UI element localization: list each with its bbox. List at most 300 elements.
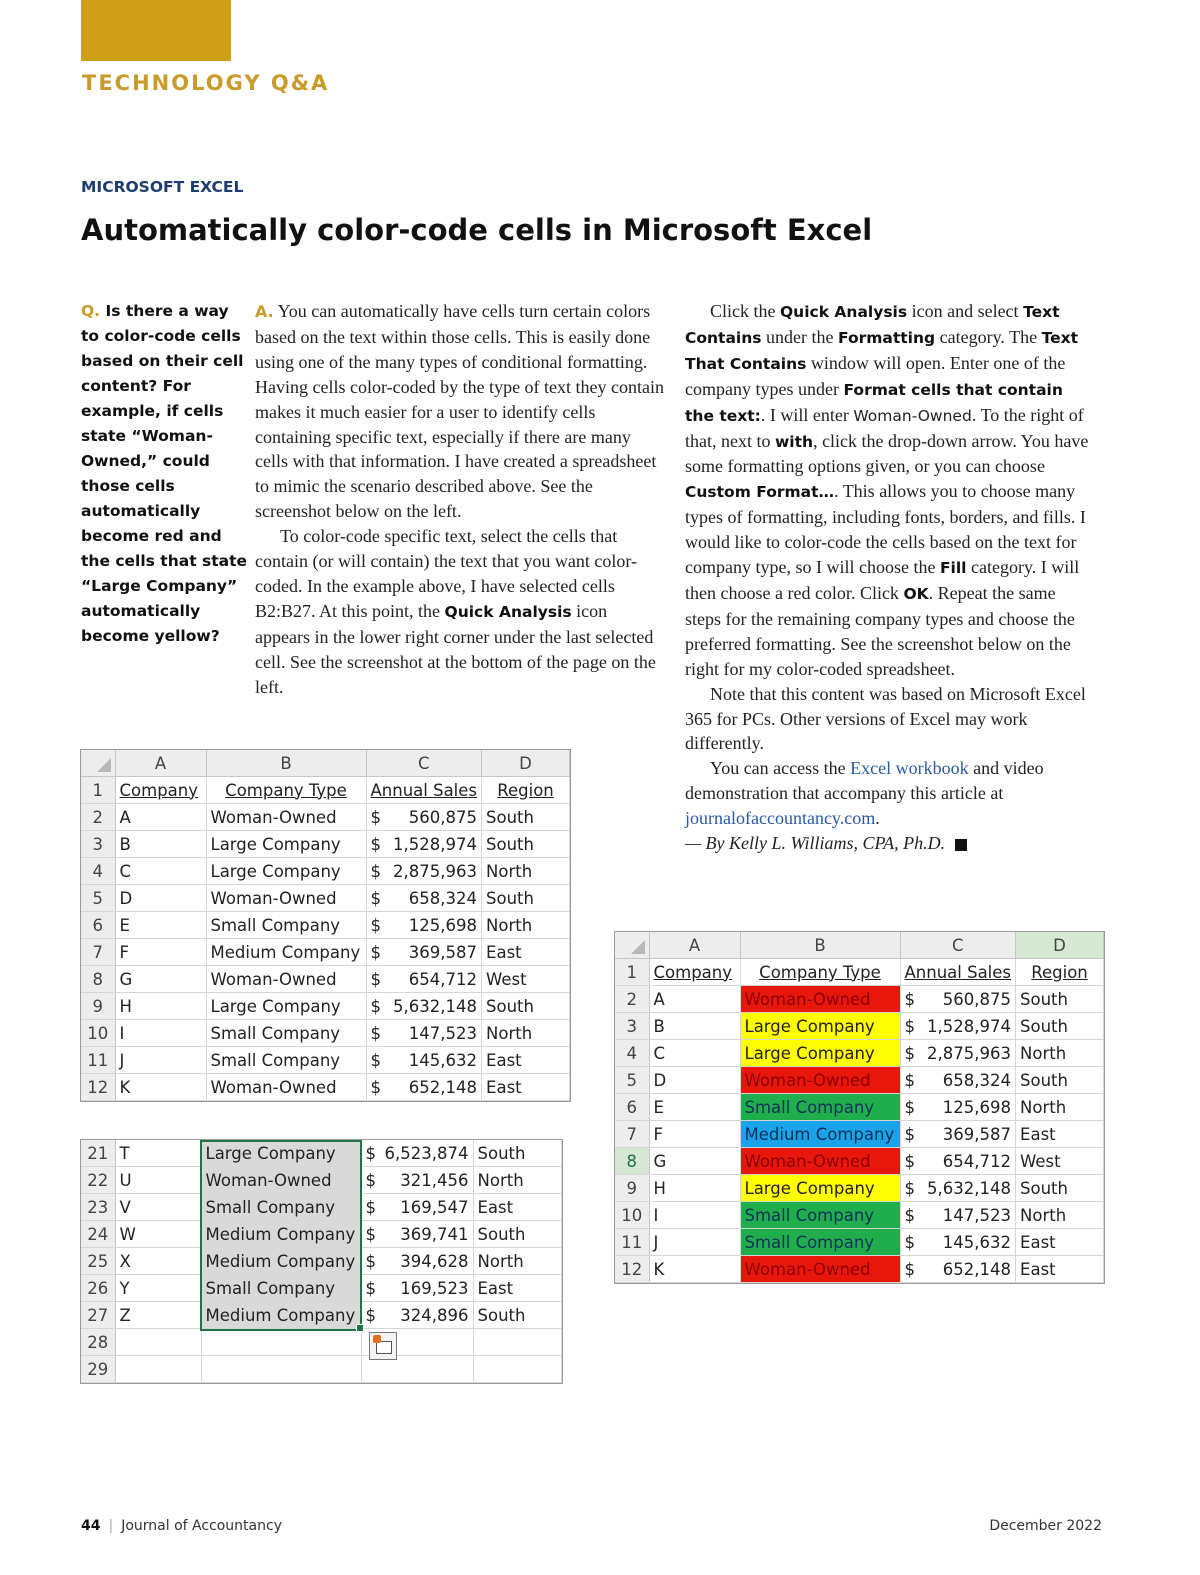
row-header[interactable]: 12	[81, 1074, 115, 1101]
company-cell[interactable]: V	[115, 1194, 201, 1221]
region-cell[interactable]: North	[1016, 1202, 1104, 1229]
article-kicker: MICROSOFT EXCEL	[81, 178, 244, 196]
company-cell[interactable]: J	[649, 1229, 740, 1256]
empty-cell[interactable]	[473, 1329, 561, 1356]
header-cell[interactable]: Company	[649, 959, 740, 986]
currency-symbol: $	[365, 1143, 376, 1163]
annual-sales-cell[interactable]	[366, 858, 482, 885]
answer-paragraph-5b: and video demonstration that accompany this article at	[685, 758, 1044, 804]
annual-sales-cell[interactable]	[366, 1074, 482, 1101]
table-row	[615, 1175, 1104, 1202]
paragraph-3-segment: under the	[761, 326, 838, 347]
region-cell[interactable]: North	[1016, 1040, 1104, 1067]
region-cell[interactable]: East	[473, 1194, 561, 1221]
table-row	[615, 986, 1104, 1013]
company-type-cell[interactable]: Medium Company	[201, 1248, 361, 1275]
company-cell[interactable]: H	[115, 993, 206, 1020]
region-cell[interactable]: North	[482, 858, 570, 885]
table-row	[615, 1229, 1104, 1256]
row-header[interactable]: 28	[81, 1329, 115, 1356]
sales-value: 145,632	[408, 1050, 478, 1070]
sales-value: 654,712	[942, 1151, 1012, 1171]
company-cell[interactable]: K	[115, 1074, 206, 1101]
company-type-cell[interactable]: Medium Company	[740, 1121, 900, 1148]
paragraph-3-segment: Fill	[939, 559, 967, 578]
sales-value: 324,896	[400, 1305, 469, 1325]
table-row	[81, 939, 570, 966]
row-header[interactable]: 3	[81, 831, 115, 858]
row-header[interactable]: 2	[81, 804, 115, 831]
annual-sales-cell[interactable]	[900, 1148, 1016, 1175]
currency-symbol: $	[904, 1205, 915, 1225]
company-cell[interactable]: F	[649, 1121, 740, 1148]
row-header[interactable]: 8	[615, 1148, 649, 1175]
region-cell[interactable]: East	[473, 1275, 561, 1302]
paragraph-3-segment: with	[774, 432, 814, 451]
region-cell[interactable]: South	[1016, 1067, 1104, 1094]
annual-sales-cell[interactable]	[900, 1256, 1016, 1283]
company-cell[interactable]: E	[115, 912, 206, 939]
header-cell[interactable]: Company	[115, 777, 206, 804]
region-cell[interactable]: South	[473, 1221, 561, 1248]
table-row	[81, 831, 570, 858]
company-type-cell[interactable]: Medium Company	[201, 1221, 361, 1248]
paragraph-3-segment: . To the right of that, next to	[685, 404, 1084, 451]
table-row	[615, 1121, 1104, 1148]
currency-symbol: $	[904, 1016, 915, 1036]
currency-symbol: $	[904, 1232, 915, 1252]
region-cell[interactable]: East	[1016, 1121, 1104, 1148]
currency-symbol: $	[365, 1251, 376, 1271]
empty-cell[interactable]	[115, 1329, 201, 1356]
sales-value: 125,698	[942, 1097, 1012, 1117]
currency-symbol: $	[370, 888, 381, 908]
company-type-cell[interactable]: Small Company	[206, 1020, 366, 1047]
row-header[interactable]: 5	[81, 885, 115, 912]
table-row	[615, 1256, 1104, 1283]
row-header[interactable]: 11	[81, 1047, 115, 1074]
table-row	[615, 1013, 1104, 1040]
sales-value: 654,712	[408, 969, 478, 989]
region-cell[interactable]: South	[473, 1140, 561, 1167]
region-cell[interactable]: West	[482, 966, 570, 993]
column-header-b[interactable]: B	[206, 750, 366, 777]
sales-value: 2,875,963	[927, 1043, 1012, 1063]
annual-sales-cell[interactable]	[361, 1248, 473, 1275]
table-row	[615, 1094, 1104, 1121]
annual-sales-cell[interactable]	[366, 804, 482, 831]
sales-value: 2,875,963	[393, 861, 478, 881]
row-header[interactable]: 10	[615, 1202, 649, 1229]
sales-value: 1,528,974	[927, 1016, 1012, 1036]
row-header[interactable]: 22	[81, 1167, 115, 1194]
column-header-a[interactable]: A	[649, 932, 740, 959]
company-type-cell[interactable]: Woman-Owned	[740, 986, 900, 1013]
table-row	[615, 1148, 1104, 1175]
region-cell[interactable]: South	[1016, 986, 1104, 1013]
annual-sales-cell[interactable]	[900, 1202, 1016, 1229]
answer-paragraph-4: Note that this content was based on Microsoft Excel 365 for PCs. Other versions of Excel may work differently.	[685, 683, 1086, 754]
row-header[interactable]: 3	[615, 1013, 649, 1040]
answer-column	[255, 299, 665, 700]
currency-symbol: $	[904, 1124, 915, 1144]
sales-value: 145,632	[942, 1232, 1012, 1252]
annual-sales-cell[interactable]	[900, 1094, 1016, 1121]
region-cell[interactable]: North	[1016, 1094, 1104, 1121]
selection-range	[200, 1140, 362, 1331]
company-cell[interactable]: H	[649, 1175, 740, 1202]
sales-value: 5,632,148	[927, 1178, 1012, 1198]
company-cell[interactable]: C	[115, 858, 206, 885]
fill-handle[interactable]	[356, 1324, 364, 1332]
region-cell[interactable]: South	[1016, 1013, 1104, 1040]
column-header-d[interactable]: D	[482, 750, 570, 777]
header-cell[interactable]: Region	[1016, 959, 1104, 986]
byline: — By Kelly L. Williams, CPA, Ph.D.	[685, 833, 946, 854]
question-prefix: Q.	[81, 302, 101, 320]
currency-symbol: $	[370, 996, 381, 1016]
company-type-cell[interactable]: Small Company	[201, 1275, 361, 1302]
sales-value: 369,587	[408, 942, 478, 962]
company-cell[interactable]: G	[649, 1148, 740, 1175]
end-mark	[955, 839, 967, 851]
company-type-cell[interactable]: Woman-Owned	[740, 1256, 900, 1283]
annual-sales-cell[interactable]	[361, 1221, 473, 1248]
region-cell[interactable]: South	[482, 885, 570, 912]
table-row	[81, 912, 570, 939]
annual-sales-cell[interactable]	[900, 1067, 1016, 1094]
question-text: Is there a way to color-code cells based on their cell content? For example, if cells state “Woman-Owned,” could those cells automatically become red and the cells that state “Large Company” automatically become yellow?	[81, 302, 248, 645]
sales-value: 652,148	[942, 1259, 1012, 1279]
answer-paragraph-2a: To color-code specific text, select the cells that contain (or will contain) the text that you want color-coded. In the example above, I have selected cells B2:B27. At this point, the	[255, 526, 638, 621]
currency-symbol: $	[370, 834, 381, 854]
annual-sales-cell[interactable]	[366, 1020, 482, 1047]
table-row	[81, 1020, 570, 1047]
annual-sales-cell[interactable]	[366, 1047, 482, 1074]
column-header-d[interactable]: D	[1016, 932, 1104, 959]
annual-sales-cell[interactable]	[900, 1013, 1016, 1040]
region-cell[interactable]: East	[482, 1074, 570, 1101]
row-header[interactable]: 1	[615, 959, 649, 986]
sales-value: 147,523	[408, 1023, 478, 1043]
row-header[interactable]: 2	[615, 986, 649, 1013]
paragraph-3-segment: Click the	[710, 301, 780, 321]
currency-symbol: $	[370, 861, 381, 881]
column-header-c[interactable]: C	[366, 750, 482, 777]
table-row	[81, 804, 570, 831]
sales-value: 652,148	[408, 1077, 478, 1097]
currency-symbol: $	[365, 1197, 376, 1217]
period: .	[875, 808, 880, 829]
annual-sales-cell[interactable]	[900, 1175, 1016, 1202]
region-cell[interactable]: East	[1016, 1256, 1104, 1283]
company-type-cell[interactable]: Woman-Owned	[206, 885, 366, 912]
sales-value: 658,324	[408, 888, 478, 908]
row-header[interactable]: 6	[81, 912, 115, 939]
row-header[interactable]: 25	[81, 1248, 115, 1275]
currency-symbol: $	[904, 989, 915, 1009]
currency-symbol: $	[370, 969, 381, 989]
table-row	[615, 1040, 1104, 1067]
company-cell[interactable]: T	[115, 1140, 201, 1167]
paragraph-3-segment: Text Contains	[685, 303, 1060, 347]
currency-symbol: $	[904, 1259, 915, 1279]
company-cell[interactable]: B	[649, 1013, 740, 1040]
sales-value: 147,523	[942, 1205, 1012, 1225]
row-header[interactable]: 10	[81, 1020, 115, 1047]
annual-sales-cell[interactable]	[361, 1167, 473, 1194]
answer-prefix: A.	[255, 302, 274, 321]
sales-value: 169,523	[400, 1278, 469, 1298]
company-cell[interactable]: E	[649, 1094, 740, 1121]
company-type-cell[interactable]: Woman-Owned	[740, 1148, 900, 1175]
company-cell[interactable]: J	[115, 1047, 206, 1074]
sales-value: 5,632,148	[393, 996, 478, 1016]
region-cell[interactable]: South	[482, 993, 570, 1020]
table-row	[81, 1047, 570, 1074]
currency-symbol: $	[370, 942, 381, 962]
paragraph-3-segment: category. The	[935, 326, 1042, 347]
currency-symbol: $	[904, 1070, 915, 1090]
company-cell[interactable]: I	[115, 1020, 206, 1047]
company-type-cell[interactable]: Large Company	[206, 993, 366, 1020]
company-type-cell[interactable]: Small Company	[740, 1229, 900, 1256]
sales-value: 369,741	[400, 1224, 469, 1244]
section-label: TECHNOLOGY Q&A	[82, 71, 330, 95]
row-header[interactable]: 4	[81, 858, 115, 885]
currency-symbol: $	[370, 1077, 381, 1097]
company-type-cell[interactable]: Woman-Owned	[206, 966, 366, 993]
spreadsheet-color-coded	[614, 931, 1105, 1284]
annual-sales-cell[interactable]	[366, 993, 482, 1020]
quick-analysis-term: Quick Analysis	[444, 602, 572, 621]
row-header[interactable]: 24	[81, 1221, 115, 1248]
row-header[interactable]: 8	[81, 966, 115, 993]
paragraph-3-segment: category. I will then choose a red color. Click	[685, 557, 1080, 603]
company-cell[interactable]: U	[115, 1167, 201, 1194]
publication-name: Journal of Accountancy	[121, 1518, 282, 1534]
region-cell[interactable]: North	[482, 1020, 570, 1047]
paragraph-3-segment: Custom Format…	[685, 483, 835, 502]
region-cell[interactable]: West	[1016, 1148, 1104, 1175]
company-cell[interactable]: Y	[115, 1275, 201, 1302]
excel-workbook-link[interactable]: Excel workbook	[850, 758, 969, 779]
page-number: 44	[81, 1518, 101, 1534]
annual-sales-cell[interactable]	[361, 1194, 473, 1221]
company-cell[interactable]: I	[649, 1202, 740, 1229]
empty-cell[interactable]	[115, 1356, 201, 1383]
row-header[interactable]: 4	[615, 1040, 649, 1067]
company-cell[interactable]: K	[649, 1256, 740, 1283]
row-header[interactable]: 7	[81, 939, 115, 966]
region-cell[interactable]: South	[473, 1302, 561, 1329]
sales-value: 560,875	[408, 807, 478, 827]
paragraph-3-segment: . I will enter	[760, 404, 854, 425]
region-cell[interactable]: East	[482, 1047, 570, 1074]
header-cell[interactable]: Company Type	[740, 959, 900, 986]
row-header[interactable]: 5	[615, 1067, 649, 1094]
answer-paragraph-3	[685, 299, 1090, 682]
company-type-cell[interactable]: Small Company	[206, 1047, 366, 1074]
currency-symbol: $	[365, 1170, 376, 1190]
company-cell[interactable]: F	[115, 939, 206, 966]
company-type-cell[interactable]: Medium Company	[206, 939, 366, 966]
sales-value: 369,587	[942, 1124, 1012, 1144]
annual-sales-cell[interactable]	[361, 1302, 473, 1329]
company-type-cell[interactable]: Large Company	[206, 858, 366, 885]
issue-date: December 2022	[989, 1518, 1102, 1534]
sales-value: 394,628	[400, 1251, 469, 1271]
currency-symbol: $	[365, 1305, 376, 1325]
annual-sales-cell[interactable]	[900, 1229, 1016, 1256]
annual-sales-cell[interactable]	[900, 986, 1016, 1013]
company-type-cell[interactable]: Large Company	[206, 831, 366, 858]
row-header[interactable]: 1	[81, 777, 115, 804]
company-type-cell[interactable]: Large Company	[740, 1013, 900, 1040]
table-row	[615, 1067, 1104, 1094]
annual-sales-cell[interactable]	[366, 831, 482, 858]
annual-sales-cell[interactable]	[366, 966, 482, 993]
currency-symbol: $	[370, 915, 381, 935]
company-cell[interactable]: A	[115, 804, 206, 831]
company-type-cell[interactable]: Small Company	[740, 1202, 900, 1229]
article-headline: Automatically color-code cells in Microsoft Excel	[81, 213, 873, 247]
column-header-a[interactable]: A	[115, 750, 206, 777]
answer-paragraph-1: You can automatically have cells turn certain colors based on the text within those cells. This is easily done using one of the many types of conditional formatting. Having cells color-coded by the type of text they contain makes it much easier for a user to identify cells containing specific text, especially if there are many cells with that information. I have created a spreadsheet to mimic the scenario described above. See the screenshot below on the left.	[255, 301, 665, 522]
currency-symbol: $	[370, 1050, 381, 1070]
header-cell[interactable]: Company Type	[206, 777, 366, 804]
company-cell[interactable]: B	[115, 831, 206, 858]
sales-value: 6,523,874	[384, 1143, 469, 1163]
company-cell[interactable]: G	[115, 966, 206, 993]
footer-left: 44 | Journal of Accountancy	[81, 1518, 282, 1534]
region-cell[interactable]: East	[1016, 1229, 1104, 1256]
row-header[interactable]: 11	[615, 1229, 649, 1256]
annual-sales-cell[interactable]	[366, 912, 482, 939]
currency-symbol: $	[904, 1151, 915, 1171]
header-cell[interactable]: Annual Sales	[366, 777, 482, 804]
table-row	[81, 993, 570, 1020]
currency-symbol: $	[365, 1278, 376, 1298]
company-type-cell[interactable]: Woman-Owned	[740, 1067, 900, 1094]
paragraph-3-segment: Formatting	[838, 328, 936, 347]
row-header[interactable]: 21	[81, 1140, 115, 1167]
spreadsheet-original	[80, 749, 571, 1102]
paragraph-3-segment: Woman-Owned	[853, 406, 972, 425]
annual-sales-cell[interactable]	[361, 1275, 473, 1302]
select-all-corner[interactable]	[615, 932, 649, 959]
company-cell[interactable]: Z	[115, 1302, 201, 1329]
paragraph-3-segment: Quick Analysis	[780, 303, 908, 321]
sales-value: 125,698	[408, 915, 478, 935]
empty-cell[interactable]	[201, 1329, 361, 1356]
company-cell[interactable]: W	[115, 1221, 201, 1248]
region-cell[interactable]: South	[1016, 1175, 1104, 1202]
sales-value: 658,324	[942, 1070, 1012, 1090]
sales-value: 560,875	[942, 989, 1012, 1009]
region-cell[interactable]: East	[482, 939, 570, 966]
row-header[interactable]: 26	[81, 1275, 115, 1302]
currency-symbol: $	[365, 1224, 376, 1244]
paragraph-3-segment: OK	[903, 584, 929, 603]
company-type-cell[interactable]: Small Company	[201, 1194, 361, 1221]
quick-analysis-icon[interactable]	[369, 1332, 397, 1360]
answer-paragraph-2c: icon appears in the lower right corner under the last selected cell. See the screenshot at the bottom of the page on the left.	[255, 600, 656, 697]
paragraph-3-segment: Format cells that contain the text:	[685, 380, 1063, 425]
header-cell[interactable]: Region	[482, 777, 570, 804]
empty-cell[interactable]	[473, 1356, 561, 1383]
company-type-cell[interactable]: Large Company	[740, 1040, 900, 1067]
annual-sales-cell[interactable]	[900, 1040, 1016, 1067]
spreadsheet-selection	[80, 1139, 563, 1384]
currency-symbol: $	[904, 1097, 915, 1117]
answer-paragraph-5a: You can access the	[710, 758, 846, 779]
sales-value: 1,528,974	[393, 834, 478, 854]
currency-symbol: $	[370, 807, 381, 827]
question-block	[81, 299, 251, 649]
region-cell[interactable]: North	[482, 912, 570, 939]
company-cell[interactable]: D	[649, 1067, 740, 1094]
region-cell[interactable]: North	[473, 1167, 561, 1194]
table-row	[81, 966, 570, 993]
column-header-b[interactable]: B	[740, 932, 900, 959]
select-all-corner[interactable]	[81, 750, 115, 777]
row-header[interactable]: 23	[81, 1194, 115, 1221]
region-cell[interactable]: South	[482, 804, 570, 831]
company-type-cell[interactable]: Woman-Owned	[201, 1167, 361, 1194]
table-row	[81, 1074, 570, 1101]
right-column	[685, 299, 1090, 856]
company-type-cell[interactable]: Large Company	[740, 1175, 900, 1202]
row-header[interactable]: 27	[81, 1302, 115, 1329]
company-type-cell[interactable]: Large Company	[201, 1140, 361, 1167]
row-header[interactable]: 9	[615, 1175, 649, 1202]
annual-sales-cell[interactable]	[366, 939, 482, 966]
company-cell[interactable]: A	[649, 986, 740, 1013]
company-type-cell[interactable]: Small Company	[740, 1094, 900, 1121]
row-header[interactable]: 12	[615, 1256, 649, 1283]
row-header[interactable]: 29	[81, 1356, 115, 1383]
annual-sales-cell[interactable]	[361, 1140, 473, 1167]
column-header-c[interactable]: C	[900, 932, 1016, 959]
journal-website-link[interactable]: journalofaccountancy.com	[685, 808, 876, 829]
annual-sales-cell[interactable]	[366, 885, 482, 912]
empty-cell[interactable]	[201, 1356, 361, 1383]
company-type-cell[interactable]: Woman-Owned	[206, 804, 366, 831]
sales-value: 321,456	[400, 1170, 469, 1190]
header-color-block	[81, 0, 231, 61]
header-cell[interactable]: Annual Sales	[900, 959, 1016, 986]
row-header[interactable]: 6	[615, 1094, 649, 1121]
company-cell[interactable]: D	[115, 885, 206, 912]
sales-value: 169,547	[400, 1197, 469, 1217]
annual-sales-cell[interactable]	[900, 1121, 1016, 1148]
company-type-cell[interactable]: Small Company	[206, 912, 366, 939]
company-type-cell[interactable]: Medium Company	[201, 1302, 361, 1329]
region-cell[interactable]: North	[473, 1248, 561, 1275]
paragraph-3-segment: icon and select	[907, 301, 1024, 321]
row-header[interactable]: 9	[81, 993, 115, 1020]
paragraph-3-segment: , click the drop-down arrow. You have some formatting options given, or you can choose	[685, 430, 1089, 477]
company-cell[interactable]: C	[649, 1040, 740, 1067]
row-header[interactable]: 7	[615, 1121, 649, 1148]
region-cell[interactable]: South	[482, 831, 570, 858]
table-row	[81, 885, 570, 912]
table-row	[81, 858, 570, 885]
paragraph-3-segment: . Repeat the same steps for the remaining company types and choose the preferred formatting. See the screenshot below on the right for my color-coded spreadsheet.	[685, 582, 1075, 679]
company-type-cell[interactable]: Woman-Owned	[206, 1074, 366, 1101]
company-cell[interactable]: X	[115, 1248, 201, 1275]
